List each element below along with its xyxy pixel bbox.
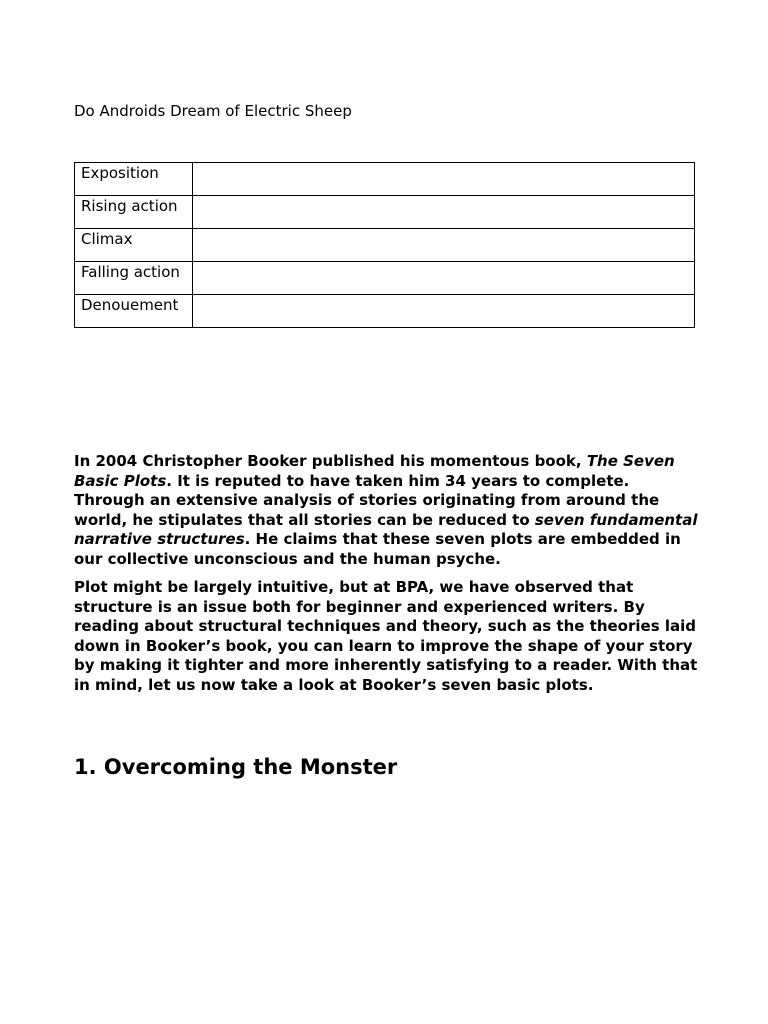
row-label-denouement: Denouement bbox=[75, 295, 193, 328]
row-value-rising-action bbox=[193, 196, 695, 229]
document-title: Do Androids Dream of Electric Sheep bbox=[74, 102, 352, 120]
emphasis-text: seven fundamental narrative structures bbox=[74, 510, 698, 548]
plot-structure-table bbox=[74, 162, 695, 328]
table-row bbox=[75, 229, 695, 262]
table-row bbox=[75, 262, 695, 295]
table-row bbox=[75, 295, 695, 328]
intro-text-middle: . It is reputed to have taken him 34 years to complete. Through an extensive analysis of stories originating from around the world, he stipulates that all stories can be reduced to bbox=[74, 471, 660, 529]
row-value-falling-action bbox=[193, 262, 695, 295]
table-row bbox=[75, 163, 695, 196]
body-text bbox=[74, 452, 704, 704]
intro-text-start: In 2004 Christopher Booker published his momentous book, bbox=[74, 452, 587, 470]
row-value-denouement bbox=[193, 295, 695, 328]
intro-paragraph bbox=[74, 452, 704, 569]
row-label-climax: Climax bbox=[75, 229, 193, 262]
section-heading: 1. Overcoming the Monster bbox=[74, 755, 398, 779]
row-value-exposition bbox=[193, 163, 695, 196]
row-label-rising-action: Rising action bbox=[75, 196, 193, 229]
row-label-exposition: Exposition bbox=[75, 163, 193, 196]
row-value-climax bbox=[193, 229, 695, 262]
table-row bbox=[75, 196, 695, 229]
structure-paragraph: Plot might be largely intuitive, but at BPA, we have observed that structure is an issue both for beginner and experienced writers. By reading about structural techniques and theory, such as the theories laid down in Booker’s book, you can learn to improve the shape of your story by making it tighter and more inherently satisfying to a reader. With that in mind, let us now take a look at Booker’s seven basic plots. bbox=[74, 578, 698, 694]
intro-text-end: . He claims that these seven plots are embedded in our collective unconscious and the human psyche. bbox=[74, 530, 681, 568]
book-title: The Seven Basic Plots bbox=[74, 452, 675, 490]
row-label-falling-action: Falling action bbox=[75, 262, 193, 295]
